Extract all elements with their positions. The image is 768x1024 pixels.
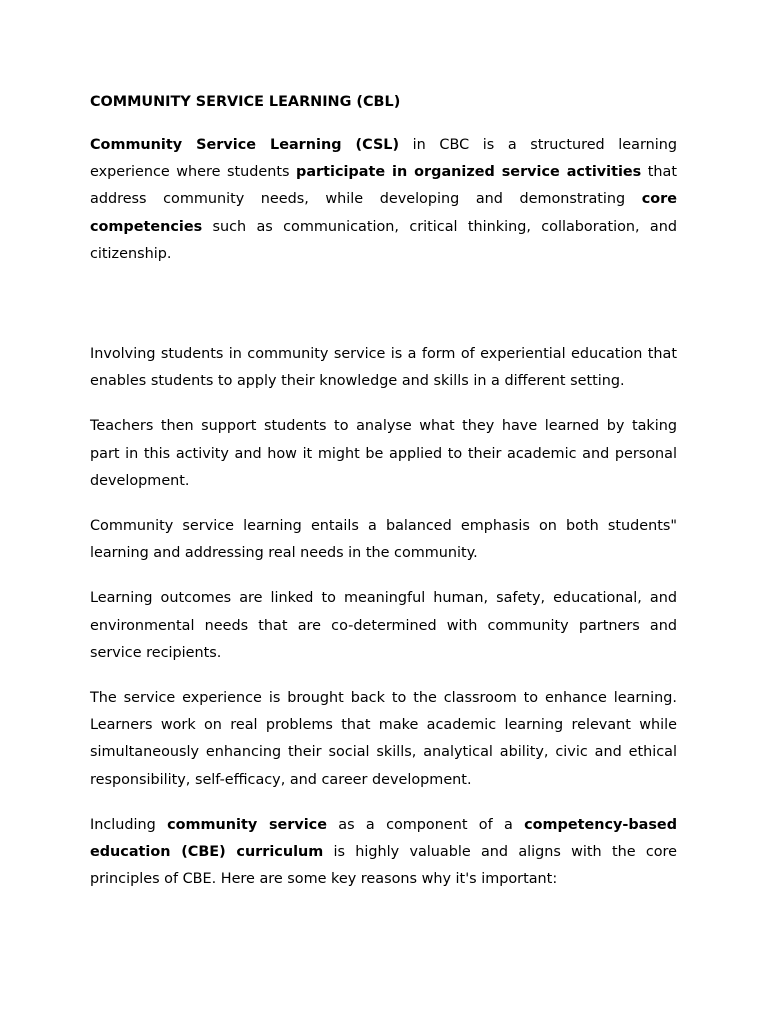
blank-space (90, 286, 677, 341)
body-text: Community service learning entails a balanced emphasis on both students" learning and addressing real needs in the community. (90, 518, 677, 562)
bold-text: competency-based education (CBE) curriculum (90, 816, 677, 861)
body-text: Learning outcomes are linked to meaningful human, safety, educational, and environmental needs that are co-determined with community partners and service recipients. (90, 590, 677, 661)
body-text: Including (90, 816, 168, 833)
paragraph-balanced-emphasis (90, 513, 677, 567)
paragraph-teachers-support (90, 413, 677, 495)
body-text: Involving students in community service is a form of experiential education that enables students to apply their knowledge and skills in a different setting. (90, 346, 677, 390)
paragraph-cbe-curriculum (90, 812, 677, 894)
document-page (90, 90, 677, 911)
body-text: such as communication, critical thinking, collaboration, and citizenship. (90, 218, 677, 262)
paragraph-learning-outcomes (90, 585, 677, 667)
bold-text: community service (167, 816, 327, 833)
body-text: Teachers then support students to analyse what they have learned by taking part in this activity and how it might be applied to their academic and personal development. (90, 418, 677, 489)
body-text: that address community needs, while developing and demonstrating (90, 164, 677, 208)
body-text: in CBC is a structured learning experience where students (90, 137, 678, 181)
body-text: as a component of a (326, 816, 525, 833)
paragraph-service-experience (90, 685, 677, 794)
document-title: COMMUNITY SERVICE LEARNING (CBL) (90, 94, 401, 110)
body-text: The service experience is brought back to the classroom to enhance learning. Learners work on real problems that make academic learning relevant while simultaneously enhancing their social skills, analytical ability, civic and ethical responsibility, self-efficacy, and career development. (90, 690, 677, 788)
bold-text: participate in organized service activities (296, 164, 642, 181)
paragraph-experiential-education (90, 341, 677, 395)
paragraph-csl-definition (90, 132, 677, 268)
bold-text: core competencies (90, 191, 677, 235)
bold-text: Community Service Learning (CSL) (90, 137, 400, 153)
body-text: is highly valuable and aligns with the core principles of CBE. Here are some key reasons why it's important: (90, 844, 677, 888)
